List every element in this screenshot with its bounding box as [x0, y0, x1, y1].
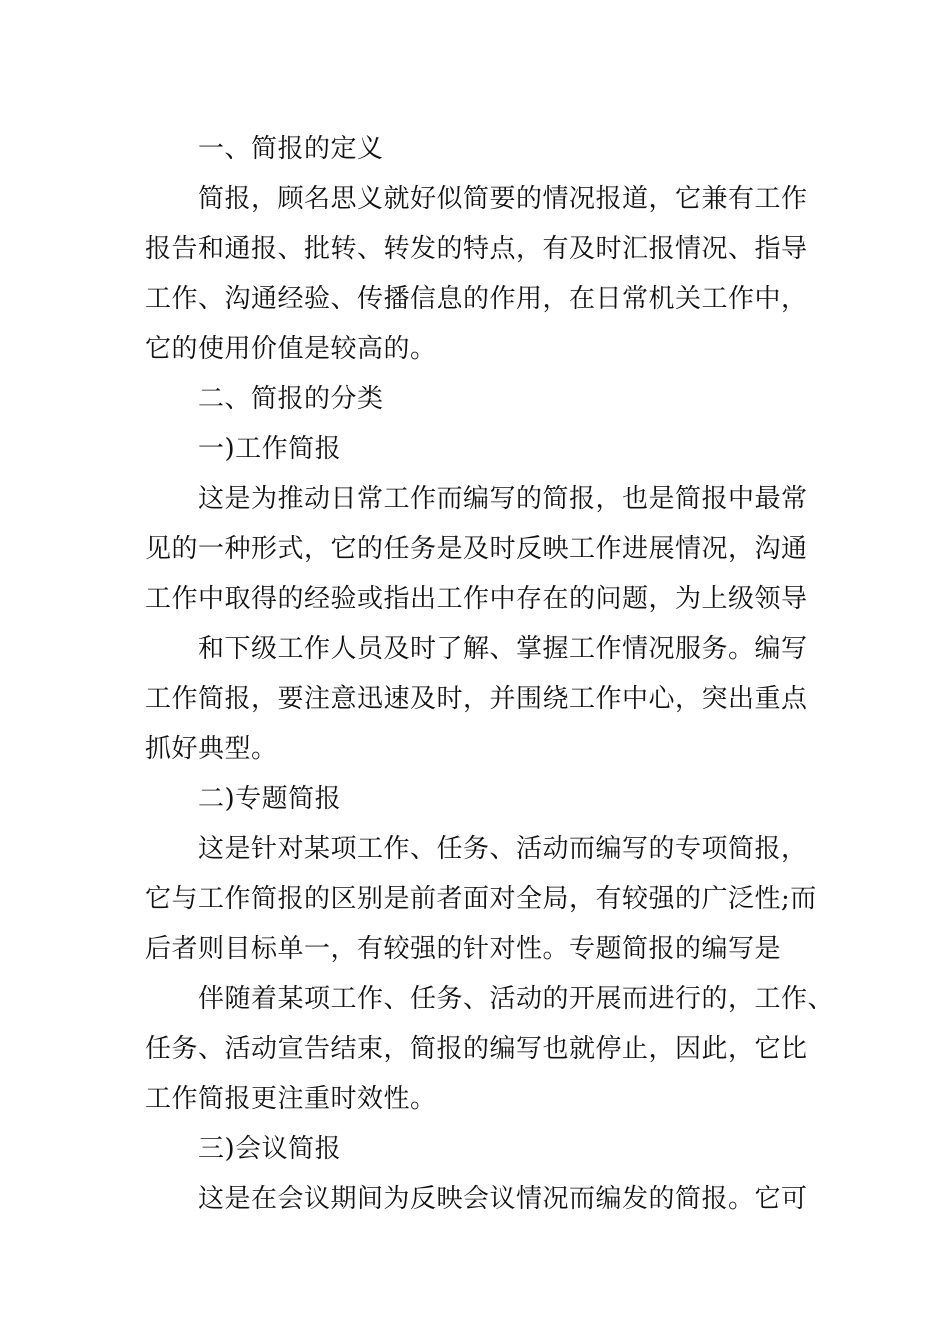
subsection-heading-meeting-brief: 三)会议简报	[198, 1134, 342, 1164]
paragraph-line: 它的使用价值是较高的。	[145, 334, 437, 364]
paragraph-line: 工作、沟通经验、传播信息的作用，在日常机关工作中，	[145, 284, 808, 314]
paragraph-line: 伴随着某项工作、任务、活动的开展而进行的，工作、	[198, 984, 835, 1014]
paragraph-line: 和下级工作人员及时了解、掌握工作情况服务。编写	[198, 634, 808, 664]
paragraph-line: 工作中取得的经验或指出工作中存在的问题，为上级领导	[145, 584, 808, 614]
paragraph-line: 任务、活动宣告结束，简报的编写也就停止，因此，它比	[145, 1034, 808, 1064]
paragraph-line: 工作简报，要注意迅速及时，并围绕工作中心，突出重点	[145, 684, 808, 714]
subsection-heading-work-brief: 一)工作简报	[198, 434, 342, 464]
paragraph-line: 这是针对某项工作、任务、活动而编写的专项简报，	[198, 834, 808, 864]
paragraph-line: 见的一种形式，它的任务是及时反映工作进展情况，沟通	[145, 534, 808, 564]
paragraph-line: 简报，顾名思义就好似简要的情况报道，它兼有工作	[198, 184, 808, 214]
paragraph-line: 后者则目标单一，有较强的针对性。专题简报的编写是	[145, 934, 782, 964]
paragraph-line: 工作简报更注重时效性。	[145, 1084, 437, 1114]
paragraph-line: 这是在会议期间为反映会议情况而编发的简报。它可	[198, 1184, 808, 1214]
section-heading-definition: 一、简报的定义	[198, 134, 384, 164]
paragraph-line: 这是为推动日常工作而编写的简报，也是简报中最常	[198, 484, 808, 514]
paragraph-line: 它与工作简报的区别是前者面对全局，有较强的广泛性;而	[145, 884, 817, 914]
paragraph-line: 报告和通报、批转、转发的特点，有及时汇报情况、指导	[145, 234, 808, 264]
section-heading-classification: 二、简报的分类	[198, 384, 384, 414]
subsection-heading-topic-brief: 二)专题简报	[198, 784, 342, 814]
paragraph-line: 抓好典型。	[145, 734, 278, 764]
